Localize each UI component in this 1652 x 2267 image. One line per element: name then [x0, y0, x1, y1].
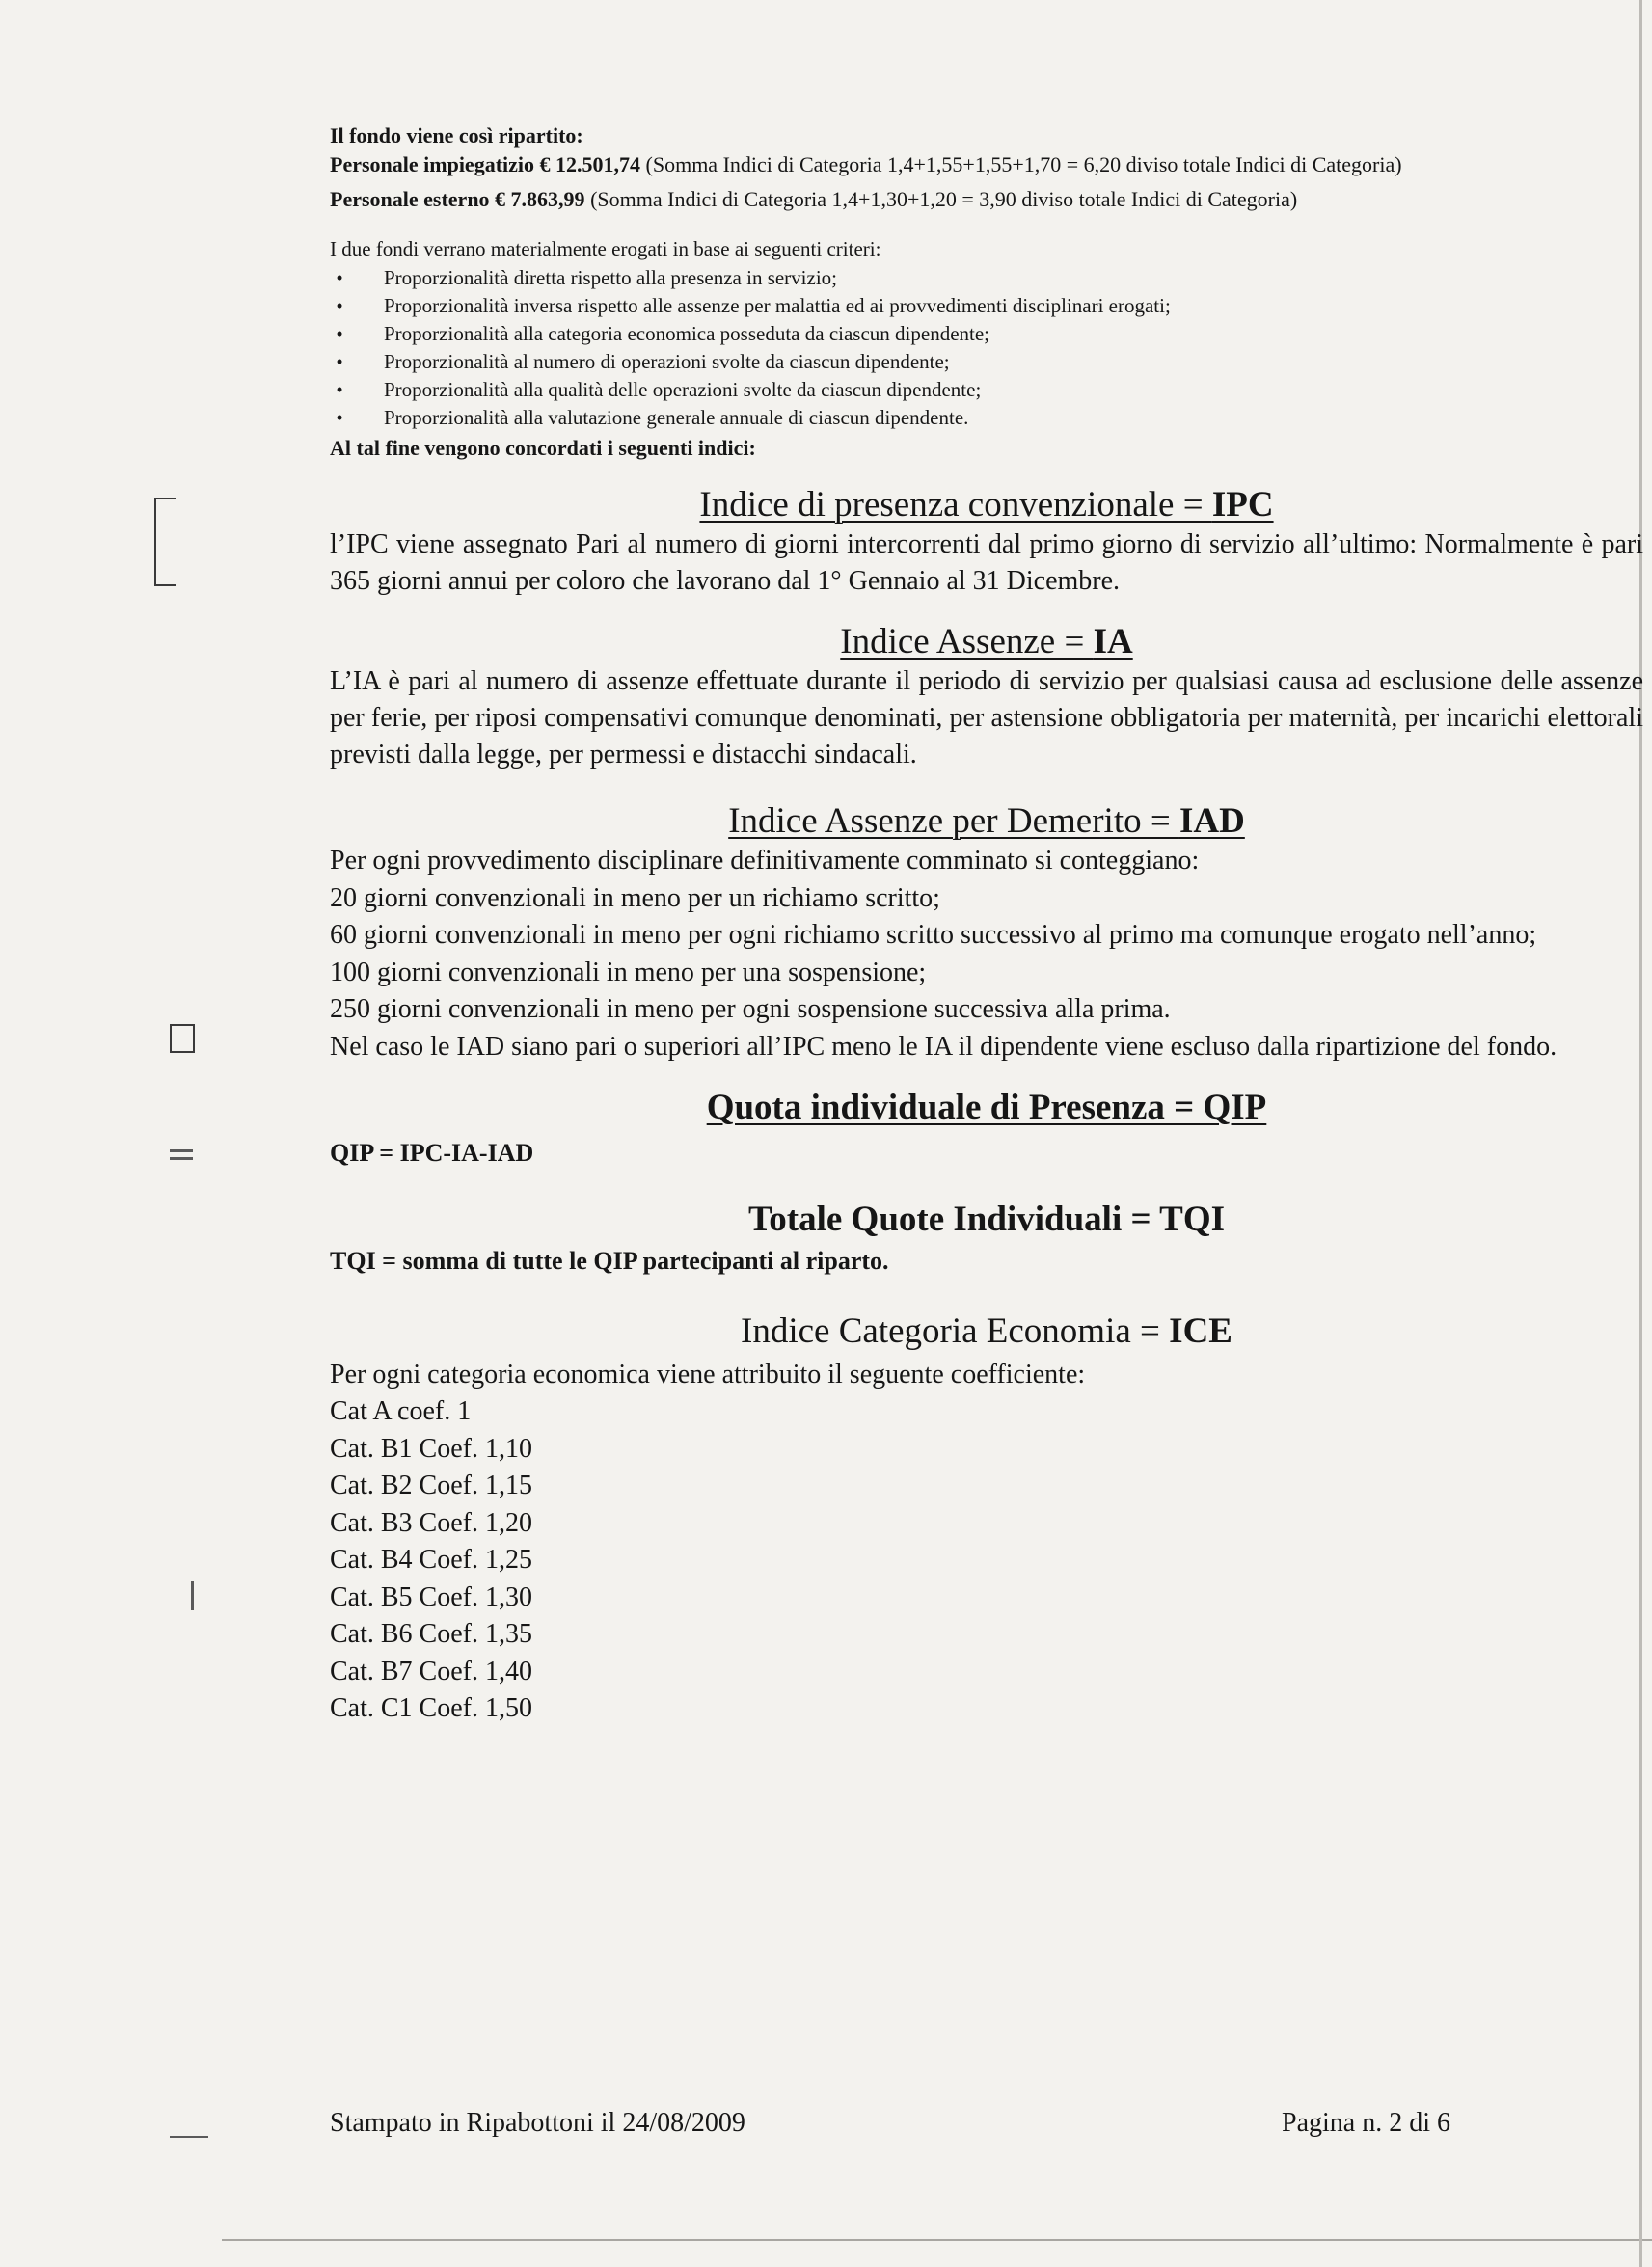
footer-page-number: Pagina n. 2 di 6 — [1282, 2108, 1450, 2138]
bleed-through-checkbox — [170, 1024, 195, 1053]
esterno-detail: (Somma Indici di Categoria 1,4+1,30+1,20 = 3,90 diviso totale Indici di Categoria) — [590, 187, 1298, 211]
bleed-through-dash — [170, 1157, 193, 1160]
ice-row: Cat. B3 Coef. 1,20 — [330, 1507, 532, 1538]
criteria-item: • Proporzionalità inversa rispetto alle assenze per malattia ed ai provvedimenti disciplinari erogati; — [384, 292, 1643, 320]
ice-row: Cat. B7 Coef. 1,40 — [330, 1656, 532, 1687]
ice-intro: Per ogni categoria economica viene attribuito il seguente coefficiente: — [330, 1359, 1086, 1390]
ia-text: L’IA è pari al numero di assenze effettuate durante il periodo di servizio per qualsiasi causa ad esclusione delle assenze per ferie, per riposi compensativi comunque denominati, per astensione obbligatoria per maternità, per incarichi elettorali previsti dalla legge, per permessi e distacchi sindacali. — [330, 666, 1643, 769]
fund-split-line-impiegatizio — [330, 150, 1643, 179]
ice-row: Cat. B1 Coef. 1,10 — [330, 1433, 532, 1464]
left-edge-mark — [191, 1581, 194, 1610]
fund-split-block — [330, 121, 1643, 214]
iad-line: 60 giorni convenzionali in meno per ogni richiamo scritto successivo al primo ma comunque erogato nell’anno; — [330, 920, 1537, 950]
bottom-edge-line — [170, 2136, 208, 2138]
ice-row: Cat. B4 Coef. 1,25 — [330, 1545, 532, 1575]
criteria-item: • Proporzionalità alla qualità delle operazioni svolte da ciascun dipendente; — [384, 376, 1643, 404]
ice-row: Cat. B6 Coef. 1,35 — [330, 1619, 532, 1649]
qip-formula: QIP = IPC-IA-IAD — [330, 1138, 534, 1167]
page-footer — [330, 2106, 1450, 2141]
bleed-through-box — [154, 498, 176, 586]
section-title-qip: Quota individuale di Presenza = QIP — [706, 1087, 1267, 1127]
criteria-item: • Proporzionalità al numero di operazioni svolte da ciascun dipendente; — [384, 348, 1643, 376]
fund-split-title: Il fondo viene così ripartito: — [330, 123, 583, 148]
criteria-item: • Proporzionalità alla valutazione generale annuale di ciascun dipendente. — [384, 404, 1643, 432]
bleed-through-dash — [170, 1149, 193, 1152]
criteria-item: • Proporzionalità diretta rispetto alla presenza in servizio; — [384, 264, 1643, 292]
iad-rules — [330, 843, 1643, 1066]
document-body — [330, 121, 1643, 1728]
ice-coefficient-list — [330, 1393, 1643, 1728]
ice-row: Cat A coef. 1 — [330, 1396, 472, 1426]
ice-row: Cat. B2 Coef. 1,15 — [330, 1471, 532, 1500]
criteria-intro: I due fondi verrano materialmente erogati in base ai seguenti criteri: — [330, 237, 881, 260]
impiegatizio-detail: (Somma Indici di Categoria 1,4+1,55+1,55+1,70 = 6,20 diviso totale Indici di Categoria) — [645, 152, 1402, 176]
section-title-ipc: Indice di presenza convenzionale = IPC — [699, 485, 1274, 525]
iad-line: Per ogni provvedimento disciplinare definitivamente comminato si conteggiano: — [330, 846, 1200, 876]
criteria-outro: Al tal fine vengono concordati i seguenti indici: — [330, 436, 756, 460]
iad-line: 20 giorni convenzionali in meno per un richiamo scritto; — [330, 882, 940, 913]
section-title-ice: Indice Categoria Economia = ICE — [741, 1310, 1232, 1351]
ipc-text: l’IPC viene assegnato Pari al numero di giorni intercorrenti dal primo giorno di servizio all’ultimo: Normalmente è pari 365 giorni annui per coloro che lavorano dal 1° Gennaio al 31 Dicembre. — [330, 529, 1643, 596]
section-title-tqi: Totale Quote Individuali = TQI — [747, 1199, 1225, 1239]
iad-closing: Nel caso le IAD siano pari o superiori all’IPC meno le IA il dipendente viene escluso dalla ripartizione del fondo. — [330, 1031, 1557, 1062]
tqi-formula: TQI = somma di tutte le QIP partecipanti al riparto. — [330, 1246, 889, 1275]
bottom-page-edge — [222, 2239, 1652, 2241]
ice-row: Cat. C1 Coef. 1,50 — [330, 1693, 532, 1723]
iad-line: 250 giorni convenzionali in meno per ogni sospensione successiva alla prima. — [330, 994, 1171, 1024]
iad-line: 100 giorni convenzionali in meno per una sospensione; — [330, 957, 927, 987]
criteria-item: • Proporzionalità alla categoria economica posseduta da ciascun dipendente; — [384, 320, 1643, 348]
impiegatizio-amount: € 12.501,74 — [539, 152, 641, 176]
section-title-ia: Indice Assenze = IA — [840, 622, 1133, 661]
criteria-list — [330, 264, 1643, 432]
impiegatizio-label: Personale impiegatizio — [330, 152, 535, 176]
section-title-iad: Indice Assenze per Demerito = IAD — [728, 801, 1245, 841]
ice-row: Cat. B5 Coef. 1,30 — [330, 1581, 532, 1612]
footer-printed: Stampato in Ripabottoni il 24/08/2009 — [330, 2108, 745, 2138]
esterno-label: Personale esterno € 7.863,99 — [330, 187, 585, 211]
fund-split-line-esterno — [330, 185, 1643, 214]
